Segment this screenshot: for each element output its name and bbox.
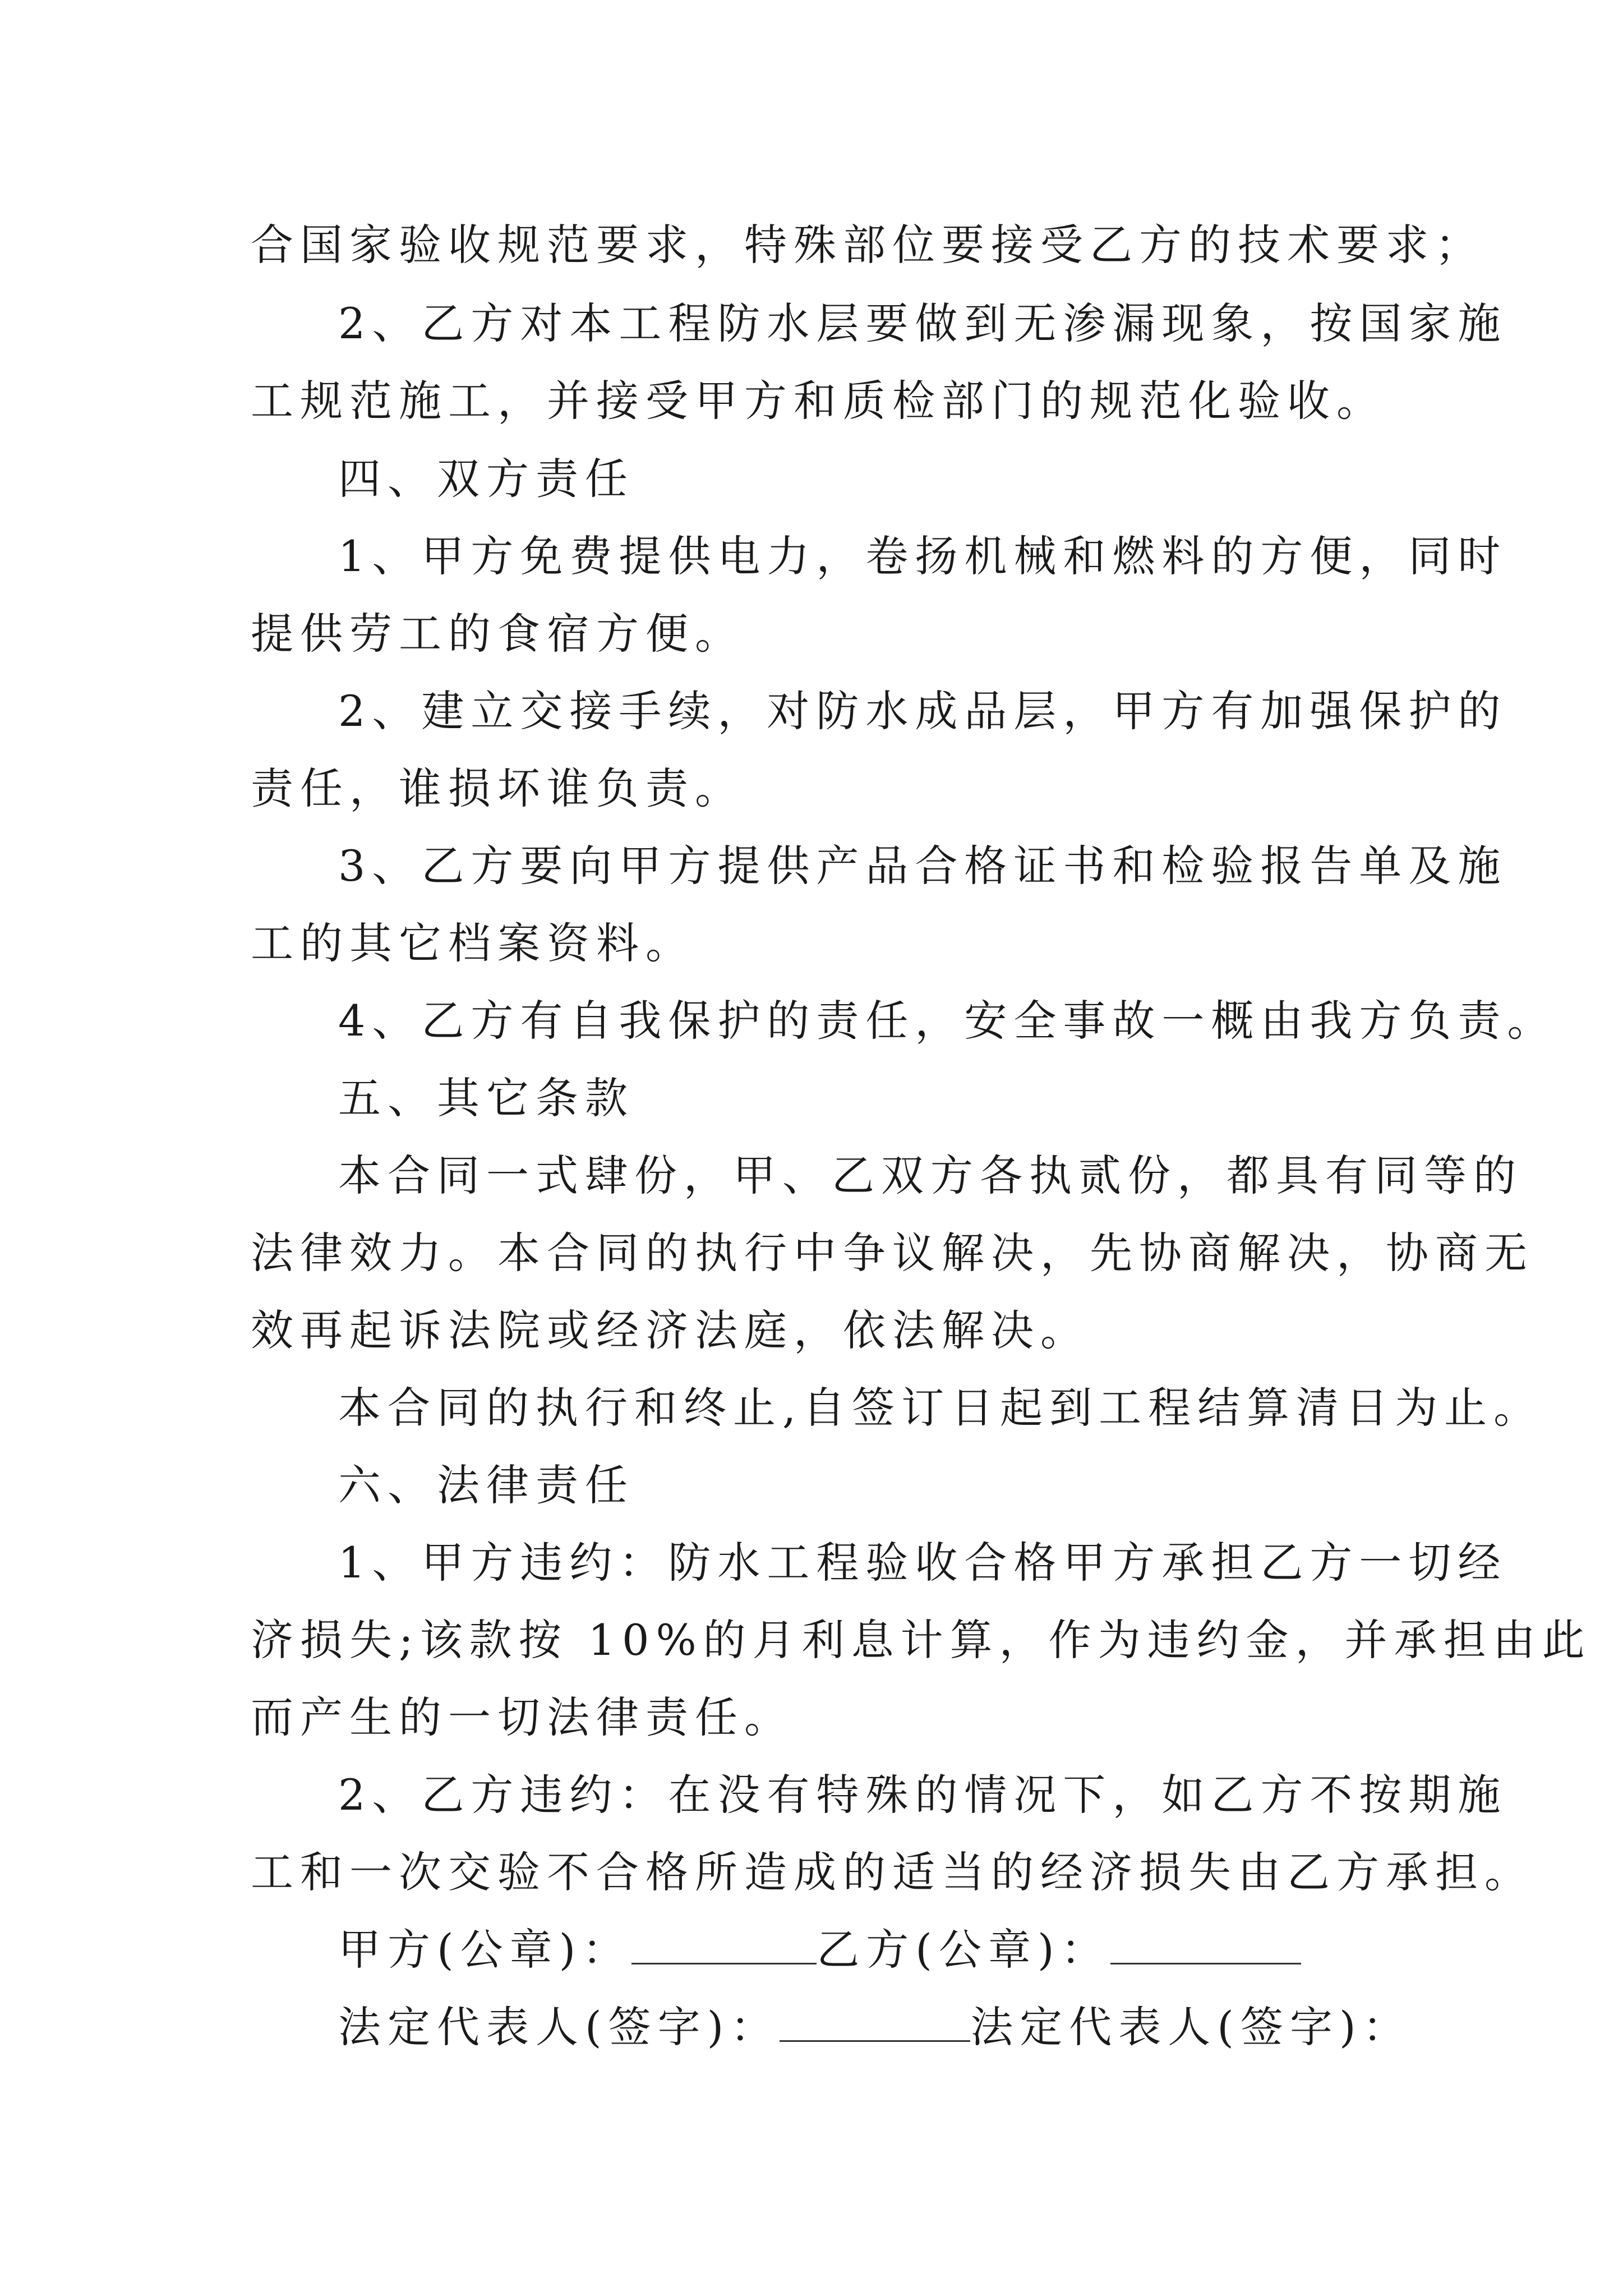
paragraph-line: 工的其它档案资料。: [251, 918, 695, 968]
paragraph-line: 法律效力。本合同的执行中争议解决，先协商解决，协商无: [251, 1228, 1534, 1278]
paragraph-line: 1、甲方违约：防水工程验收合格甲方承担乙方一切经: [338, 1538, 1507, 1588]
paragraph-line: 提供劳工的食宿方便。: [251, 609, 744, 659]
paragraph-line: 工和一次交验不合格所造成的适当的经济损失由乙方承担。: [251, 1847, 1534, 1897]
paragraph-line: 4、乙方有自我保护的责任，安全事故一概由我方负责。: [338, 996, 1557, 1046]
paragraph-line: 1、甲方免费提供电力，卷扬机械和燃料的方便，同时: [338, 531, 1507, 581]
paragraph-line: 工规范施工，并接受甲方和质检部门的规范化验收。: [251, 376, 1386, 426]
paragraph-line: 2、乙方对本工程防水层要做到无渗漏现象，按国家施: [338, 298, 1507, 348]
paragraph-line: 济损失;该款按 10%的月利息计算，作为违约金，并承担由此: [251, 1615, 1592, 1665]
section-heading: 五、其它条款: [338, 1073, 634, 1123]
paragraph-line: 本合同的执行和终止,自签订日起到工程结算清日为止。: [338, 1383, 1543, 1433]
signature-row-seal: [338, 1922, 1301, 1978]
section-heading: 四、双方责任: [338, 454, 634, 504]
paragraph-line: 本合同一式肆份，甲、乙双方各执贰份，都具有同等的: [338, 1151, 1523, 1200]
party-a-rep-label: 法定代表人(签字)：: [338, 2002, 780, 2052]
party-b-rep-label: 法定代表人(签字)：: [970, 2002, 1412, 2052]
signature-row-representative: [338, 1999, 1412, 2055]
party-a-seal-blank: [631, 1929, 817, 1964]
section-heading: 六、法律责任: [338, 1460, 634, 1510]
paragraph-line: 责任，谁损坏谁负责。: [251, 763, 744, 813]
party-b-seal-label: 乙方(公章)：: [817, 1925, 1110, 1975]
paragraph-line: 而产生的一切法律责任。: [251, 1692, 794, 1742]
party-a-rep-blank: [780, 2007, 970, 2042]
party-b-seal-blank: [1110, 1929, 1301, 1964]
paragraph-line: 3、乙方要向甲方提供产品合格证书和检验报告单及施: [338, 841, 1507, 891]
paragraph-line: 效再起诉法院或经济法庭，依法解决。: [251, 1305, 1090, 1355]
paragraph-line: 合国家验收规范要求，特殊部位要接受乙方的技术要求；: [251, 220, 1484, 270]
party-a-seal-label: 甲方(公章)：: [338, 1925, 632, 1975]
paragraph-line: 2、乙方违约：在没有特殊的情况下，如乙方不按期施: [338, 1770, 1507, 1820]
paragraph-line: 2、建立交接手续，对防水成品层，甲方有加强保护的: [338, 686, 1507, 736]
